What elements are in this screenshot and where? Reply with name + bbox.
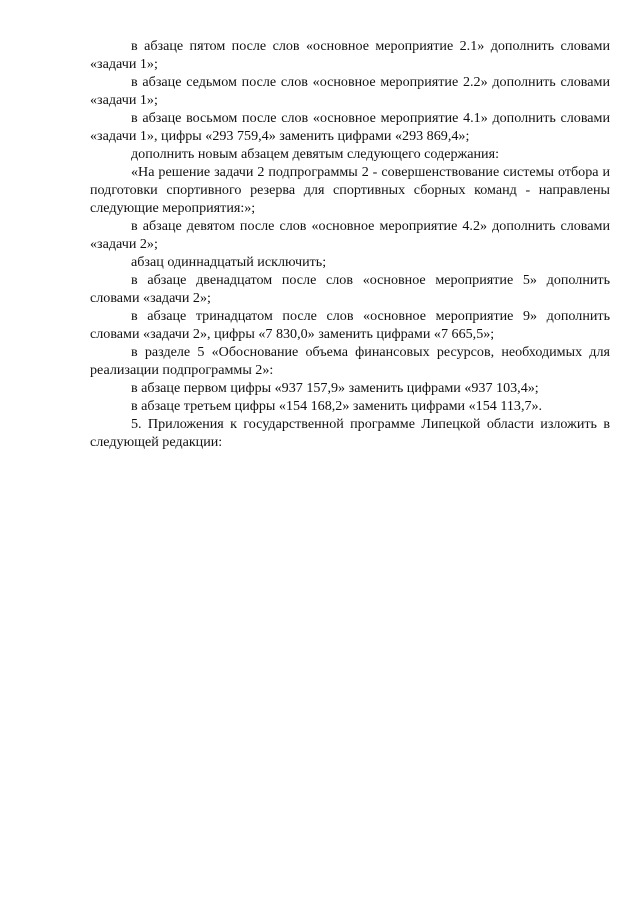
- paragraph-11: в абзаце первом цифры «937 157,9» заменить цифрами «937 103,4»;: [131, 380, 539, 396]
- paragraph-2: в абзаце седьмом после слов «основное мероприятие 2.2» дополнить словами «задачи 1»;: [90, 74, 610, 108]
- paragraph-5: «На решение задачи 2 подпрограммы 2 - совершенствование системы отбора и подготовки спортивного резерва для спортивных сборных команд - направлены следующие мероприятия:»;: [90, 164, 610, 216]
- paragraph-6: в абзаце девятом после слов «основное мероприятие 4.2» дополнить словами «задачи 2»;: [90, 218, 610, 252]
- paragraph-1: в абзаце пятом после слов «основное мероприятие 2.1» дополнить словами «задачи 1»;: [90, 38, 610, 72]
- paragraph-9: в абзаце тринадцатом после слов «основное мероприятие 9» дополнить словами «задачи 2», цифры «7 830,0» заменить цифрами «7 665,5»;: [90, 308, 610, 342]
- paragraph-3: в абзаце восьмом после слов «основное мероприятие 4.1» дополнить словами «задачи 1», цифры «293 759,4» заменить цифрами «293 869,4»;: [90, 110, 610, 144]
- paragraph-13: 5. Приложения к государственной программе Липецкой области изложить в следующей редакции:: [90, 416, 610, 450]
- paragraph-4: дополнить новым абзацем девятым следующего содержания:: [131, 146, 499, 162]
- paragraph-8: в абзаце двенадцатом после слов «основное мероприятие 5» дополнить словами «задачи 2»;: [90, 272, 610, 306]
- document-body: [90, 37, 610, 451]
- paragraph-12: в абзаце третьем цифры «154 168,2» заменить цифрами «154 113,7».: [131, 398, 543, 414]
- paragraph-10: в разделе 5 «Обоснование объема финансовых ресурсов, необходимых для реализации подпрограммы 2»:: [90, 344, 610, 378]
- paragraph-7: абзац одиннадцатый исключить;: [131, 254, 327, 270]
